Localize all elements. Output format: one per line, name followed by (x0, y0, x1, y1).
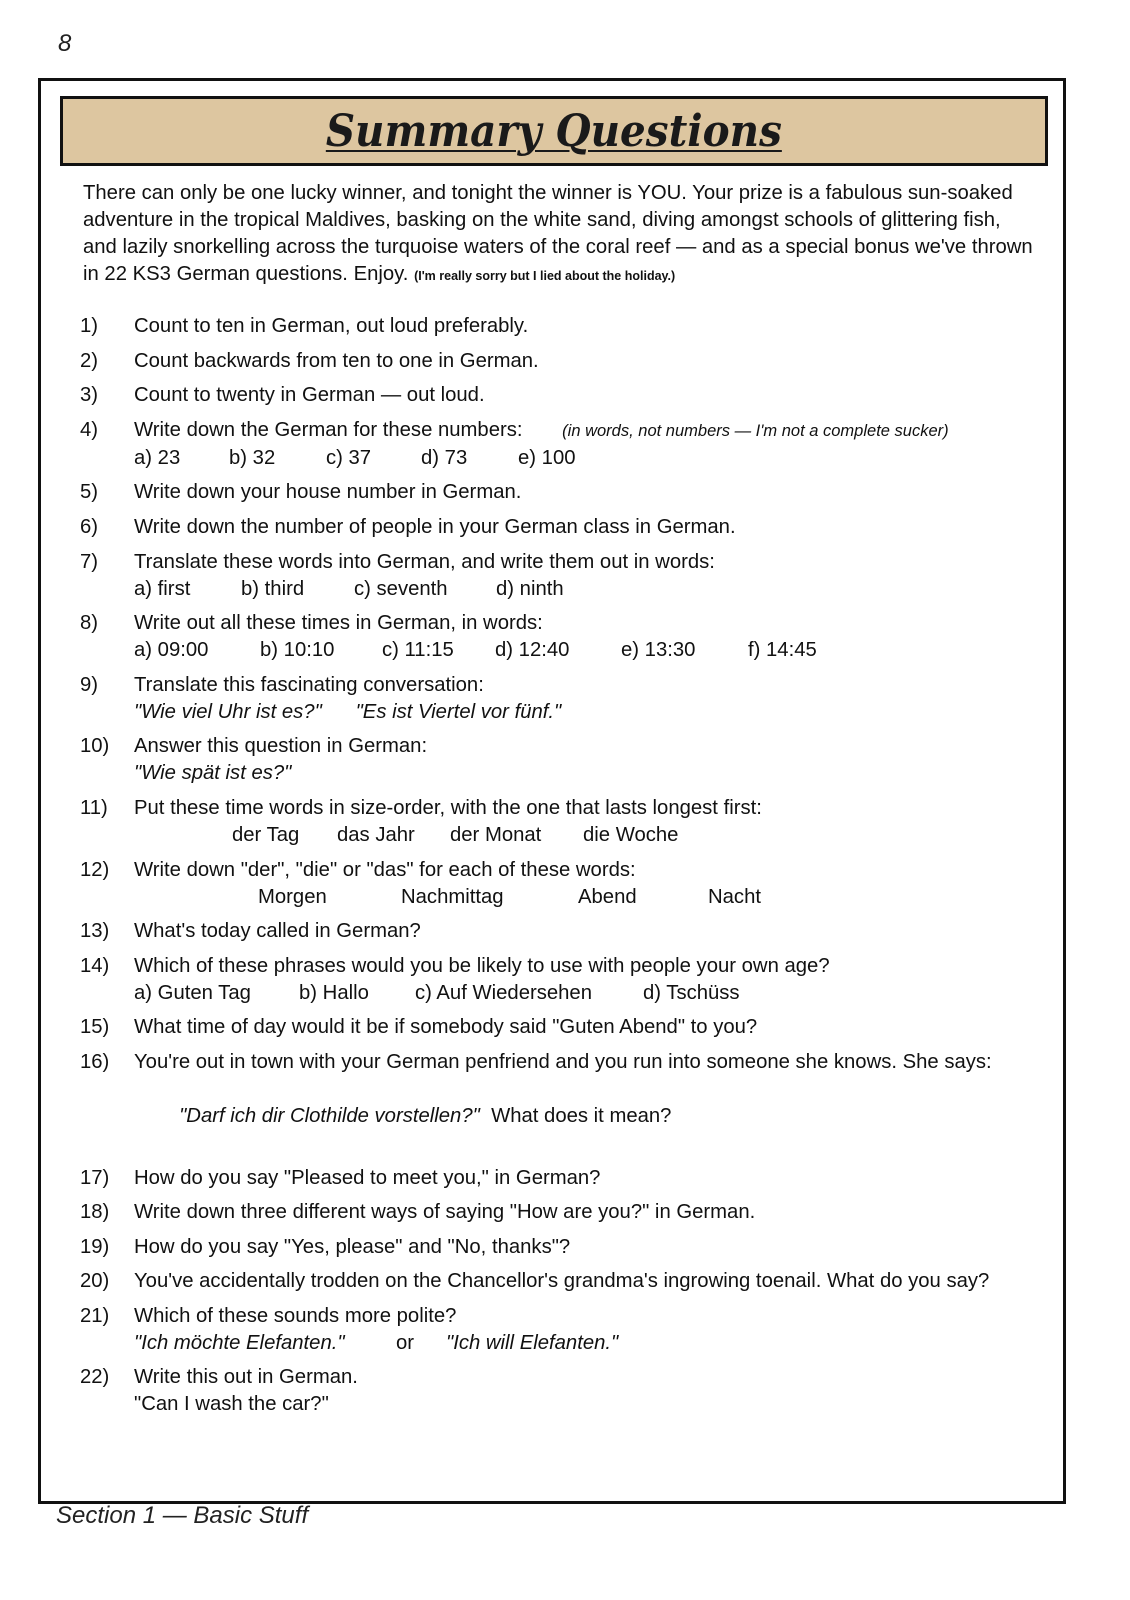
word-item: Nachmittag (401, 885, 504, 908)
answer-options (134, 445, 1070, 472)
question-11 (80, 795, 1070, 849)
question-list (80, 313, 1070, 1426)
question-number: 9) (80, 673, 99, 696)
question-number: 5) (80, 481, 99, 504)
intro-paragraph (83, 180, 1035, 290)
question-number: 16) (80, 1050, 110, 1073)
question-number: 2) (80, 349, 99, 372)
question-20 (80, 1268, 1070, 1295)
option-a: a) 23 (134, 446, 181, 469)
german-quote: "Wie viel Uhr ist es?" "Es ist Viertel vor fünf." (134, 700, 562, 723)
question-number: 7) (80, 550, 99, 573)
answer-options (134, 980, 1070, 1007)
question-number: 17) (80, 1166, 110, 1189)
word-list (134, 822, 1070, 849)
word-item: das Jahr (337, 823, 415, 846)
question-21 (80, 1303, 1070, 1357)
question-7 (80, 549, 1070, 603)
question-text: Count to twenty in German — out loud. (134, 384, 485, 407)
option-e: e) 100 (518, 446, 576, 469)
german-quote: "Ich will Elefanten." (446, 1331, 619, 1354)
question-14 (80, 953, 1070, 1007)
question-text: Answer this question in German: (134, 735, 428, 758)
question-number: 20) (80, 1270, 110, 1293)
question-16 (80, 1049, 1070, 1157)
question-followup: What does it mean? (479, 1104, 672, 1127)
question-text: Translate this fascinating conversation: (134, 673, 484, 696)
option-a: a) Guten Tag (134, 981, 251, 1004)
question-number: 19) (80, 1235, 110, 1258)
question-text: How do you say "Yes, please" and "No, thanks"? (134, 1235, 571, 1258)
option-d: d) 12:40 (495, 639, 570, 662)
question-9 (80, 672, 1070, 726)
question-number: 4) (80, 418, 99, 441)
question-note: (in words, not numbers — I'm not a complete sucker) (562, 421, 949, 440)
option-d: d) Tschüss (643, 981, 740, 1004)
german-quote: "Darf ich dir Clothilde vorstellen?" (179, 1104, 480, 1127)
question-number: 6) (80, 515, 99, 538)
word-list (134, 884, 1070, 911)
question-text: You've accidentally trodden on the Chancellor's grandma's ingrowing toenail. What do you say? (134, 1270, 990, 1293)
question-text: Write down the number of people in your German class in German. (134, 515, 736, 538)
question-5 (80, 479, 1070, 506)
page-title: Summary Questions (325, 105, 783, 157)
question-19 (80, 1234, 1070, 1261)
question-number: 14) (80, 954, 110, 977)
word-item: die Woche (583, 823, 679, 846)
word-item: Nacht (708, 885, 761, 908)
german-quote: "Wie spät ist es?" (134, 762, 292, 785)
question-text: Translate these words into German, and write them out in words: (134, 550, 715, 573)
question-2 (80, 348, 1070, 375)
option-b: b) 32 (229, 446, 276, 469)
question-number: 10) (80, 735, 110, 758)
word-item: der Tag (232, 823, 300, 846)
option-c: c) Auf Wiedersehen (415, 981, 592, 1004)
question-number: 1) (80, 315, 99, 337)
option-c: c) 11:15 (382, 639, 454, 662)
word-item: Morgen (258, 885, 327, 908)
question-text: What's today called in German? (134, 920, 421, 943)
german-quote: "Ich möchte Elefanten." (134, 1331, 345, 1354)
question-text: Write down your house number in German. (134, 481, 522, 504)
question-18 (80, 1199, 1070, 1226)
option-d: d) 73 (421, 446, 468, 469)
intro-text: There can only be one lucky winner, and tonight the winner is YOU. Your prize is a fabulous sun-soaked adventure in the tropical Maldives, basking on the white sand, diving amongst schools of glittering fish, and lazily snorkelling across the turquoise waters of the coral reef — and as a special bonus we've thrown in 22 KS3 German questions. Enjoy. (83, 182, 1033, 285)
question-1 (80, 313, 1070, 340)
question-text: Count backwards from ten to one in German. (134, 349, 539, 372)
question-text: Write down "der", "die" or "das" for each of these words: (134, 858, 636, 881)
question-number: 3) (80, 384, 99, 407)
option-a: a) 09:00 (134, 639, 209, 662)
question-10 (80, 733, 1070, 787)
option-d: d) ninth (496, 577, 564, 600)
question-text: You're out in town with your German penfriend and you run into someone she knows. She says: (134, 1050, 992, 1073)
question-text: Which of these phrases would you be likely to use with people your own age? (134, 954, 830, 977)
question-text: Count to ten in German, out loud preferably. (134, 315, 529, 337)
english-quote: "Can I wash the car?" (134, 1393, 329, 1416)
question-number: 13) (80, 920, 110, 943)
question-text: How do you say "Pleased to meet you," in German? (134, 1166, 601, 1189)
option-a: a) first (134, 577, 191, 600)
question-6 (80, 514, 1070, 541)
question-text: Write down the German for these numbers: (134, 418, 523, 441)
question-13 (80, 918, 1070, 945)
question-text: Put these time words in size-order, with the one that lasts longest first: (134, 796, 762, 819)
option-e: e) 13:30 (621, 639, 696, 662)
section-footer: Section 1 — Basic Stuff (56, 1502, 309, 1529)
question-text: Write down three different ways of saying "How are you?" in German. (134, 1201, 756, 1224)
title-banner (60, 96, 1048, 166)
word-item: der Monat (450, 823, 542, 846)
question-12 (80, 857, 1070, 911)
answer-options (134, 637, 1070, 664)
option-c: c) 37 (326, 446, 372, 469)
question-text: Which of these sounds more polite? (134, 1304, 457, 1327)
question-8 (80, 610, 1070, 664)
word-item: Abend (578, 885, 637, 908)
option-c: c) seventh (354, 577, 448, 600)
question-text: Write out all these times in German, in words: (134, 612, 543, 635)
option-b: b) third (241, 577, 305, 600)
intro-aside: (I'm really sorry but I lied about the holiday.) (414, 269, 676, 283)
question-number: 15) (80, 1016, 110, 1039)
question-number: 12) (80, 858, 110, 881)
question-number: 18) (80, 1201, 110, 1224)
question-22 (80, 1364, 1070, 1418)
or-word: or (396, 1331, 415, 1354)
option-f: f) 14:45 (748, 639, 817, 662)
question-3 (80, 382, 1070, 409)
question-number: 8) (80, 612, 99, 635)
answer-options (134, 576, 1070, 603)
question-number: 22) (80, 1366, 110, 1389)
page-number: 8 (58, 30, 72, 57)
question-17 (80, 1165, 1070, 1192)
question-number: 21) (80, 1304, 110, 1327)
option-b: b) 10:10 (260, 639, 335, 662)
question-number: 11) (80, 796, 108, 819)
question-4 (80, 417, 1070, 472)
question-text: What time of day would it be if somebody said "Guten Abend" to you? (134, 1016, 758, 1039)
question-15 (80, 1014, 1070, 1041)
option-b: b) Hallo (299, 981, 369, 1004)
question-text: Write this out in German. (134, 1366, 358, 1389)
